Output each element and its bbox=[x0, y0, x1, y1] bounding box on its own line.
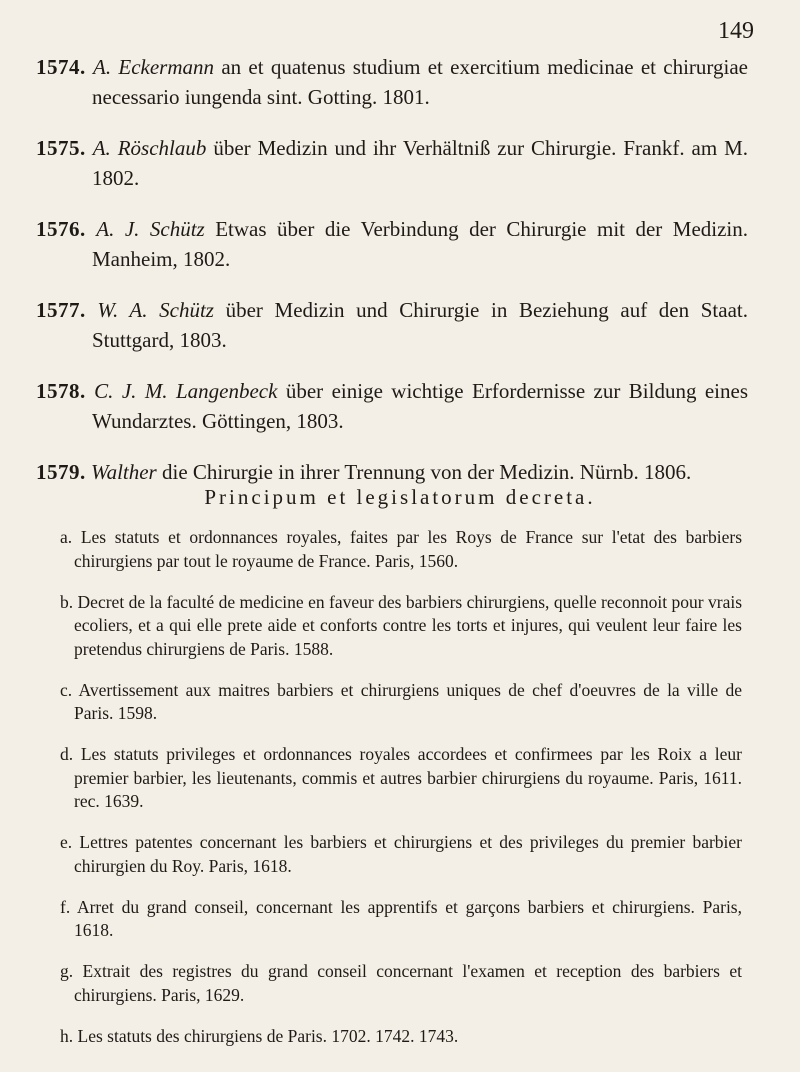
entry-author: A. J. Schütz bbox=[96, 217, 205, 241]
decree-text: Extrait des registres du grand conseil concernant l'examen et reception des barbiers et chirurgiens. Paris, 1629. bbox=[74, 961, 742, 1005]
decree-letter: c. bbox=[60, 679, 73, 700]
decree-letter: a. bbox=[60, 527, 73, 547]
entry-text: an et quatenus studium et exercitium medicinae et chirurgiae necessario iungenda sint. Gotting. 1801. bbox=[92, 55, 748, 109]
entry-text: die Chirurgie in ihrer Trennung von der Medizin. Nürnb. 1806. bbox=[161, 460, 692, 484]
decree-item bbox=[60, 831, 742, 878]
decree-item bbox=[60, 679, 742, 726]
decree-text: Lettres patentes concernant les barbiers et chirurgiens et des privileges du premier barbier chirurgien du Roy. Paris, 1618. bbox=[74, 832, 742, 876]
entry-author: W. A. Schütz bbox=[97, 298, 214, 322]
bibliography-entry bbox=[36, 52, 748, 112]
entry-number: 1579. bbox=[36, 460, 86, 484]
bibliography-entry bbox=[36, 295, 748, 355]
decree-text: Decret de la faculté de medicine en faveur des barbiers chirurgiens, quelle reconnoit pour vrais ecoliers, et a qui elle prete aide et conforts contre les torts et injures, qui veulent leur faire les pretendus chirurgiens de Paris. 1588. bbox=[74, 591, 743, 659]
decree-letter: g. bbox=[60, 961, 74, 981]
decree-item bbox=[60, 896, 742, 943]
entry-number: 1575. bbox=[36, 136, 86, 160]
decree-item bbox=[60, 526, 742, 573]
bibliography-entry bbox=[36, 214, 748, 274]
bibliography-entry bbox=[36, 133, 748, 193]
entry-author: A. Eckermann bbox=[93, 55, 215, 79]
entry-text: über Medizin und ihr Verhältniß zur Chirurgie. Frankf. am M. 1802. bbox=[92, 136, 749, 190]
entry-number: 1578. bbox=[36, 379, 86, 403]
decree-letter: f. bbox=[60, 896, 71, 917]
decree-text: Les statuts privileges et ordonnances royales accordees et confirmees par les Roix a leur premier barbier, les lieutenants, commis et autres barbier chirurgiens du royaume. Paris, 1611. rec. 1639. bbox=[74, 744, 743, 811]
decree-letter: b. bbox=[60, 591, 74, 612]
decree-letter: h. bbox=[60, 1025, 74, 1046]
decree-text: Arret du grand conseil, concernant les apprentifs et garçons barbiers et chirurgiens. Paris, 1618. bbox=[74, 896, 742, 940]
entry-number: 1577. bbox=[36, 298, 86, 322]
entry-author: A. Röschlaub bbox=[92, 136, 207, 160]
decree-item bbox=[60, 591, 742, 662]
entry-text: über Medizin und Chirurgie in Beziehung auf den Staat. Stuttgard, 1803. bbox=[92, 298, 748, 352]
bibliography-entries bbox=[36, 52, 748, 492]
decree-letter: d. bbox=[60, 744, 74, 764]
entry-author: C. J. M. Langenbeck bbox=[94, 379, 278, 403]
decree-text: Les statuts et ordonnances royales, faites par les Roys de France sur l'etat des barbiers chirurgiens par tout le royaume de France. Paris, 1560. bbox=[74, 527, 742, 571]
bibliography-entry bbox=[36, 376, 748, 436]
decree-item bbox=[60, 1025, 742, 1049]
decree-text: Avertissement aux maitres barbiers et chirurgiens uniques de chef d'oeuvres de la ville de Paris. 1598. bbox=[74, 679, 742, 723]
entry-text: Etwas über die Verbindung der Chirurgie mit der Medizin. Manheim, 1802. bbox=[92, 217, 749, 271]
section-heading: Principum et legislatorum decreta. bbox=[204, 485, 596, 509]
decree-text: Les statuts des chirurgiens de Paris. 1702. 1742. 1743. bbox=[77, 1025, 459, 1046]
decree-item bbox=[60, 743, 742, 814]
decree-list bbox=[60, 526, 742, 1052]
page-number: 149 bbox=[718, 18, 754, 44]
entry-author: Walther bbox=[91, 460, 157, 484]
entry-number: 1576. bbox=[36, 217, 86, 241]
decree-letter: e. bbox=[60, 832, 73, 852]
entry-number: 1574. bbox=[36, 55, 86, 79]
bibliography-entry bbox=[36, 457, 748, 487]
entry-text: über einige wichtige Erfordernisse zur Bildung eines Wundarztes. Göttingen, 1803. bbox=[92, 379, 749, 433]
decree-item bbox=[60, 960, 742, 1007]
